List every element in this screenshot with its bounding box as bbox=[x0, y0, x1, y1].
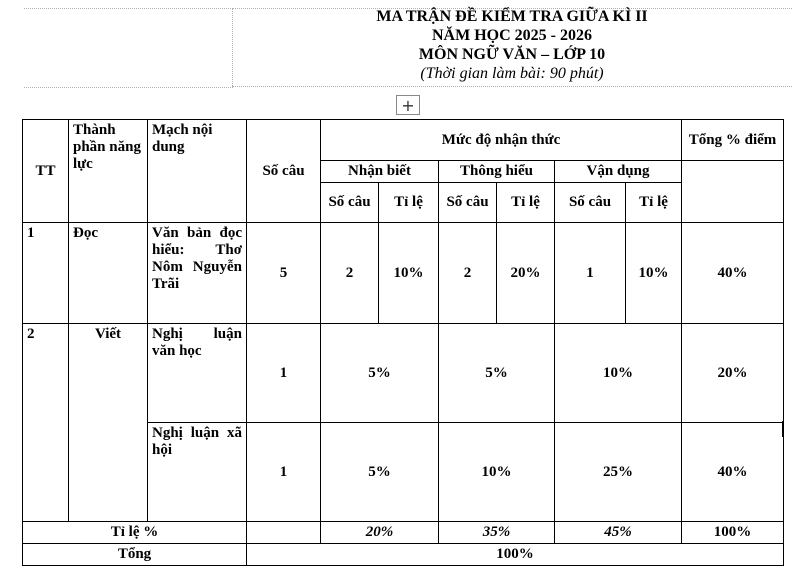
ti-le-row bbox=[23, 522, 784, 544]
header-vd-ti-le: Tỉ lệ bbox=[626, 183, 682, 223]
ti-le-vd: 45% bbox=[555, 522, 682, 544]
header-th-ti-le: Tỉ lệ bbox=[497, 183, 555, 223]
row1-tong: 40% bbox=[682, 223, 784, 324]
row2-tong: 20% bbox=[682, 324, 784, 423]
header-tt: TT bbox=[23, 120, 69, 223]
header-bottom-border bbox=[232, 86, 792, 87]
row3-nb: 5% bbox=[321, 423, 439, 522]
row1-vd-so-cau: 1 bbox=[555, 223, 626, 324]
header-th-so-cau: Số câu bbox=[439, 183, 497, 223]
table-row bbox=[23, 223, 784, 324]
add-row-button[interactable]: + bbox=[396, 95, 420, 115]
row2-nb: 5% bbox=[321, 324, 439, 423]
ti-le-nb: 20% bbox=[321, 522, 439, 544]
title-line-3: MÔN NGỮ VĂN – LỚP 10 bbox=[418, 46, 606, 63]
row1-vd-ti-le: 10% bbox=[626, 223, 682, 324]
header-thong-hieu: Thông hiểu bbox=[439, 161, 555, 183]
row2-vd: 10% bbox=[555, 324, 682, 423]
tong-label: Tổng bbox=[23, 544, 247, 566]
row1-skill: Đọc bbox=[69, 223, 148, 324]
header-mach-noi-dung: Mạch nội dung bbox=[148, 120, 247, 223]
ti-le-empty bbox=[247, 522, 321, 544]
assessment-matrix-table bbox=[22, 119, 784, 566]
text-cursor bbox=[782, 421, 784, 437]
row2-skill: Viết bbox=[69, 324, 148, 522]
row3-th: 10% bbox=[439, 423, 555, 522]
document-title bbox=[232, 7, 792, 83]
header-muc-do: Mức độ nhận thức bbox=[321, 120, 682, 161]
header-so-cau: Số câu bbox=[247, 120, 321, 223]
row2-th: 5% bbox=[439, 324, 555, 423]
title-line-4: (Thời gian làm bài: 90 phút) bbox=[420, 65, 604, 82]
table-row bbox=[23, 324, 784, 423]
row3-so-cau: 1 bbox=[247, 423, 321, 522]
header-vd-so-cau: Số câu bbox=[555, 183, 626, 223]
header-tong: Tổng % điểm bbox=[682, 120, 784, 161]
row1-nb-ti-le: 10% bbox=[379, 223, 439, 324]
row1-content: Văn bản đọc hiểu: Thơ Nôm Nguyễn Trãi bbox=[148, 223, 247, 324]
ti-le-tong: 100% bbox=[682, 522, 784, 544]
header-nhan-biet: Nhận biết bbox=[321, 161, 439, 183]
row1-nb-so-cau: 2 bbox=[321, 223, 379, 324]
tong-row bbox=[23, 544, 784, 566]
header-van-dung: Vận dụng bbox=[555, 161, 682, 183]
tong-value: 100% bbox=[247, 544, 784, 566]
row2-content: Nghị luận văn học bbox=[148, 324, 247, 423]
row3-tong: 40% bbox=[682, 423, 784, 522]
row1-th-so-cau: 2 bbox=[439, 223, 497, 324]
header-nb-ti-le: Tỉ lệ bbox=[379, 183, 439, 223]
header-nb-so-cau: Số câu bbox=[321, 183, 379, 223]
row2-tt: 2 bbox=[23, 324, 69, 522]
row3-vd: 25% bbox=[555, 423, 682, 522]
ti-le-th: 35% bbox=[439, 522, 555, 544]
ti-le-label: Tỉ lệ % bbox=[23, 522, 247, 544]
title-line-1: MA TRẬN ĐỀ KIỂM TRA GIỮA KÌ II bbox=[376, 8, 648, 25]
header-left-cell bbox=[24, 8, 233, 88]
row3-content: Nghị luận xã hội bbox=[148, 423, 247, 522]
row1-so-cau: 5 bbox=[247, 223, 321, 324]
header-thanh-phan: Thành phần năng lực bbox=[69, 120, 148, 223]
row1-th-ti-le: 20% bbox=[497, 223, 555, 324]
row2-so-cau: 1 bbox=[247, 324, 321, 423]
title-line-2: NĂM HỌC 2025 - 2026 bbox=[432, 27, 592, 44]
header-tong-empty bbox=[682, 161, 784, 223]
row1-tt: 1 bbox=[23, 223, 69, 324]
